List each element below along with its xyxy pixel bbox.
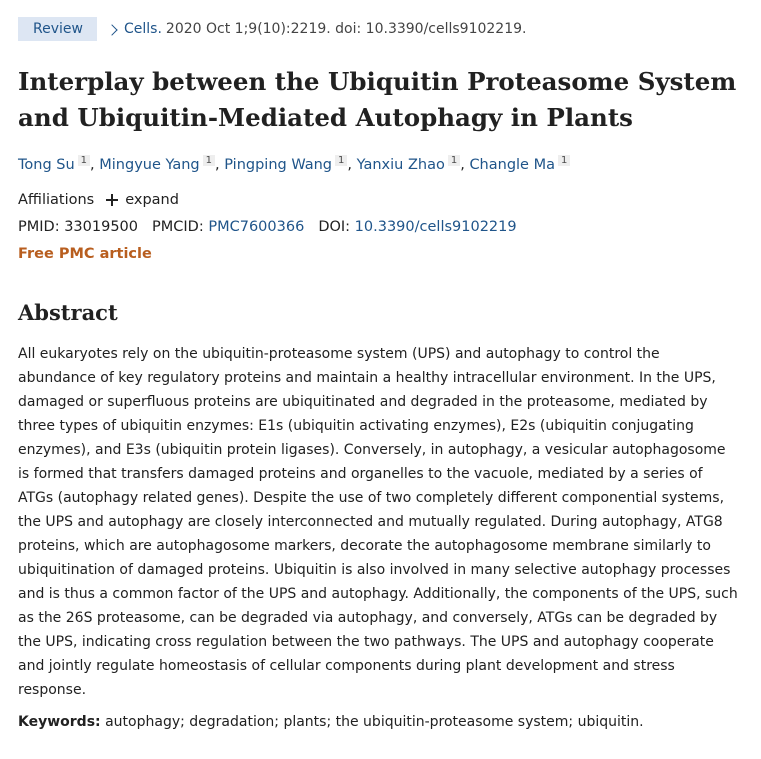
journal-link[interactable]: Cells.: [124, 21, 162, 37]
author-link[interactable]: Changle Ma: [469, 157, 555, 173]
keywords: [18, 714, 644, 730]
article-title: Interplay between the Ubiquitin Proteasome System and Ubiquitin-Mediated Autophagy in Plants: [18, 67, 737, 132]
affiliation-ref[interactable]: 1: [78, 155, 90, 166]
affiliation-ref[interactable]: 1: [203, 155, 215, 166]
free-pmc-article-link[interactable]: Free PMC article: [18, 246, 152, 262]
abstract-text: All eukaryotes rely on the ubiquitin-proteasome system (UPS) and autophagy to control the abundance of key regulatory proteins and maintain a healthy intracellular environment. In the UPS, damaged or superfluous proteins are ubiquitinated and degraded in the proteasome, mediated by three types of ubiquitin enzymes: E1s (ubiquitin activating enzymes), E2s (ubiquitin conjugating enzymes), and E3s (ubiquitin protein ligases). Conversely, in autophagy, a vesicular autophagosome is formed that transfers damaged proteins and organelles to the vacuole, mediated by a series of ATGs (autophagy related genes). Despite the use of two completely different componential systems, the UPS and autophagy are closely interconnected and mutually regulated. During autophagy, ATG8 proteins, which are autophagosome markers, decorate the autophagosome membrane similarly to ubiquitination of damaged proteins. Ubiquitin is also involved in many selective autophagy processes and is thus a common factor of the UPS and autophagy. Additionally, the components of the UPS, such as the 26S proteasome, can be degraded via autophagy, and conversely, ATGs can be degraded by the UPS, indicating cross regulation between the two pathways. The UPS and autophagy cooperate and jointly regulate homeostasis of cellular components during plant development and stress response.: [18, 346, 738, 698]
doi-label: DOI:: [318, 219, 351, 235]
citation-details: 2020 Oct 1;9(10):2219. doi: 10.3390/cells9102219.: [165, 21, 527, 37]
article-header-line: [18, 17, 526, 41]
doi-link[interactable]: 10.3390/cells9102219: [354, 219, 517, 235]
abstract-heading: Abstract: [18, 300, 118, 325]
pmid-label: PMID:: [18, 219, 60, 235]
authors-list: Tong Su $^1$ , Mingyue Yang $^1$ , Pingping Wang $^1$ , Yanxiu Zhao $^1$ , Changle Ma $^1$: [18, 155, 570, 173]
author-link[interactable]: Tong Su: [18, 157, 75, 173]
identifiers: [18, 219, 517, 235]
author-link[interactable]: Pingping Wang: [224, 157, 333, 173]
keywords-label: Keywords:: [18, 714, 101, 730]
affiliation-ref[interactable]: 1: [448, 155, 460, 166]
pmcid-link[interactable]: PMC7600366: [208, 219, 305, 235]
pmid-value: 33019500: [64, 219, 139, 235]
article-type-badge: Review: [18, 17, 97, 41]
chevron-right-icon[interactable]: [106, 24, 117, 35]
author-link[interactable]: Mingyue Yang: [99, 157, 200, 173]
citation: [108, 21, 526, 37]
affiliations-toggle[interactable]: [18, 192, 179, 208]
author-link[interactable]: Yanxiu Zhao: [356, 157, 445, 173]
affiliation-ref[interactable]: 1: [558, 155, 570, 166]
expand-label[interactable]: expand: [125, 192, 179, 208]
pmcid-label: PMCID:: [152, 219, 204, 235]
plus-icon: [106, 194, 118, 206]
affiliations-label: Affiliations: [18, 192, 95, 208]
affiliation-ref[interactable]: 1: [335, 155, 347, 166]
keywords-text: autophagy; degradation; plants; the ubiquitin-proteasome system; ubiquitin.: [105, 714, 644, 730]
